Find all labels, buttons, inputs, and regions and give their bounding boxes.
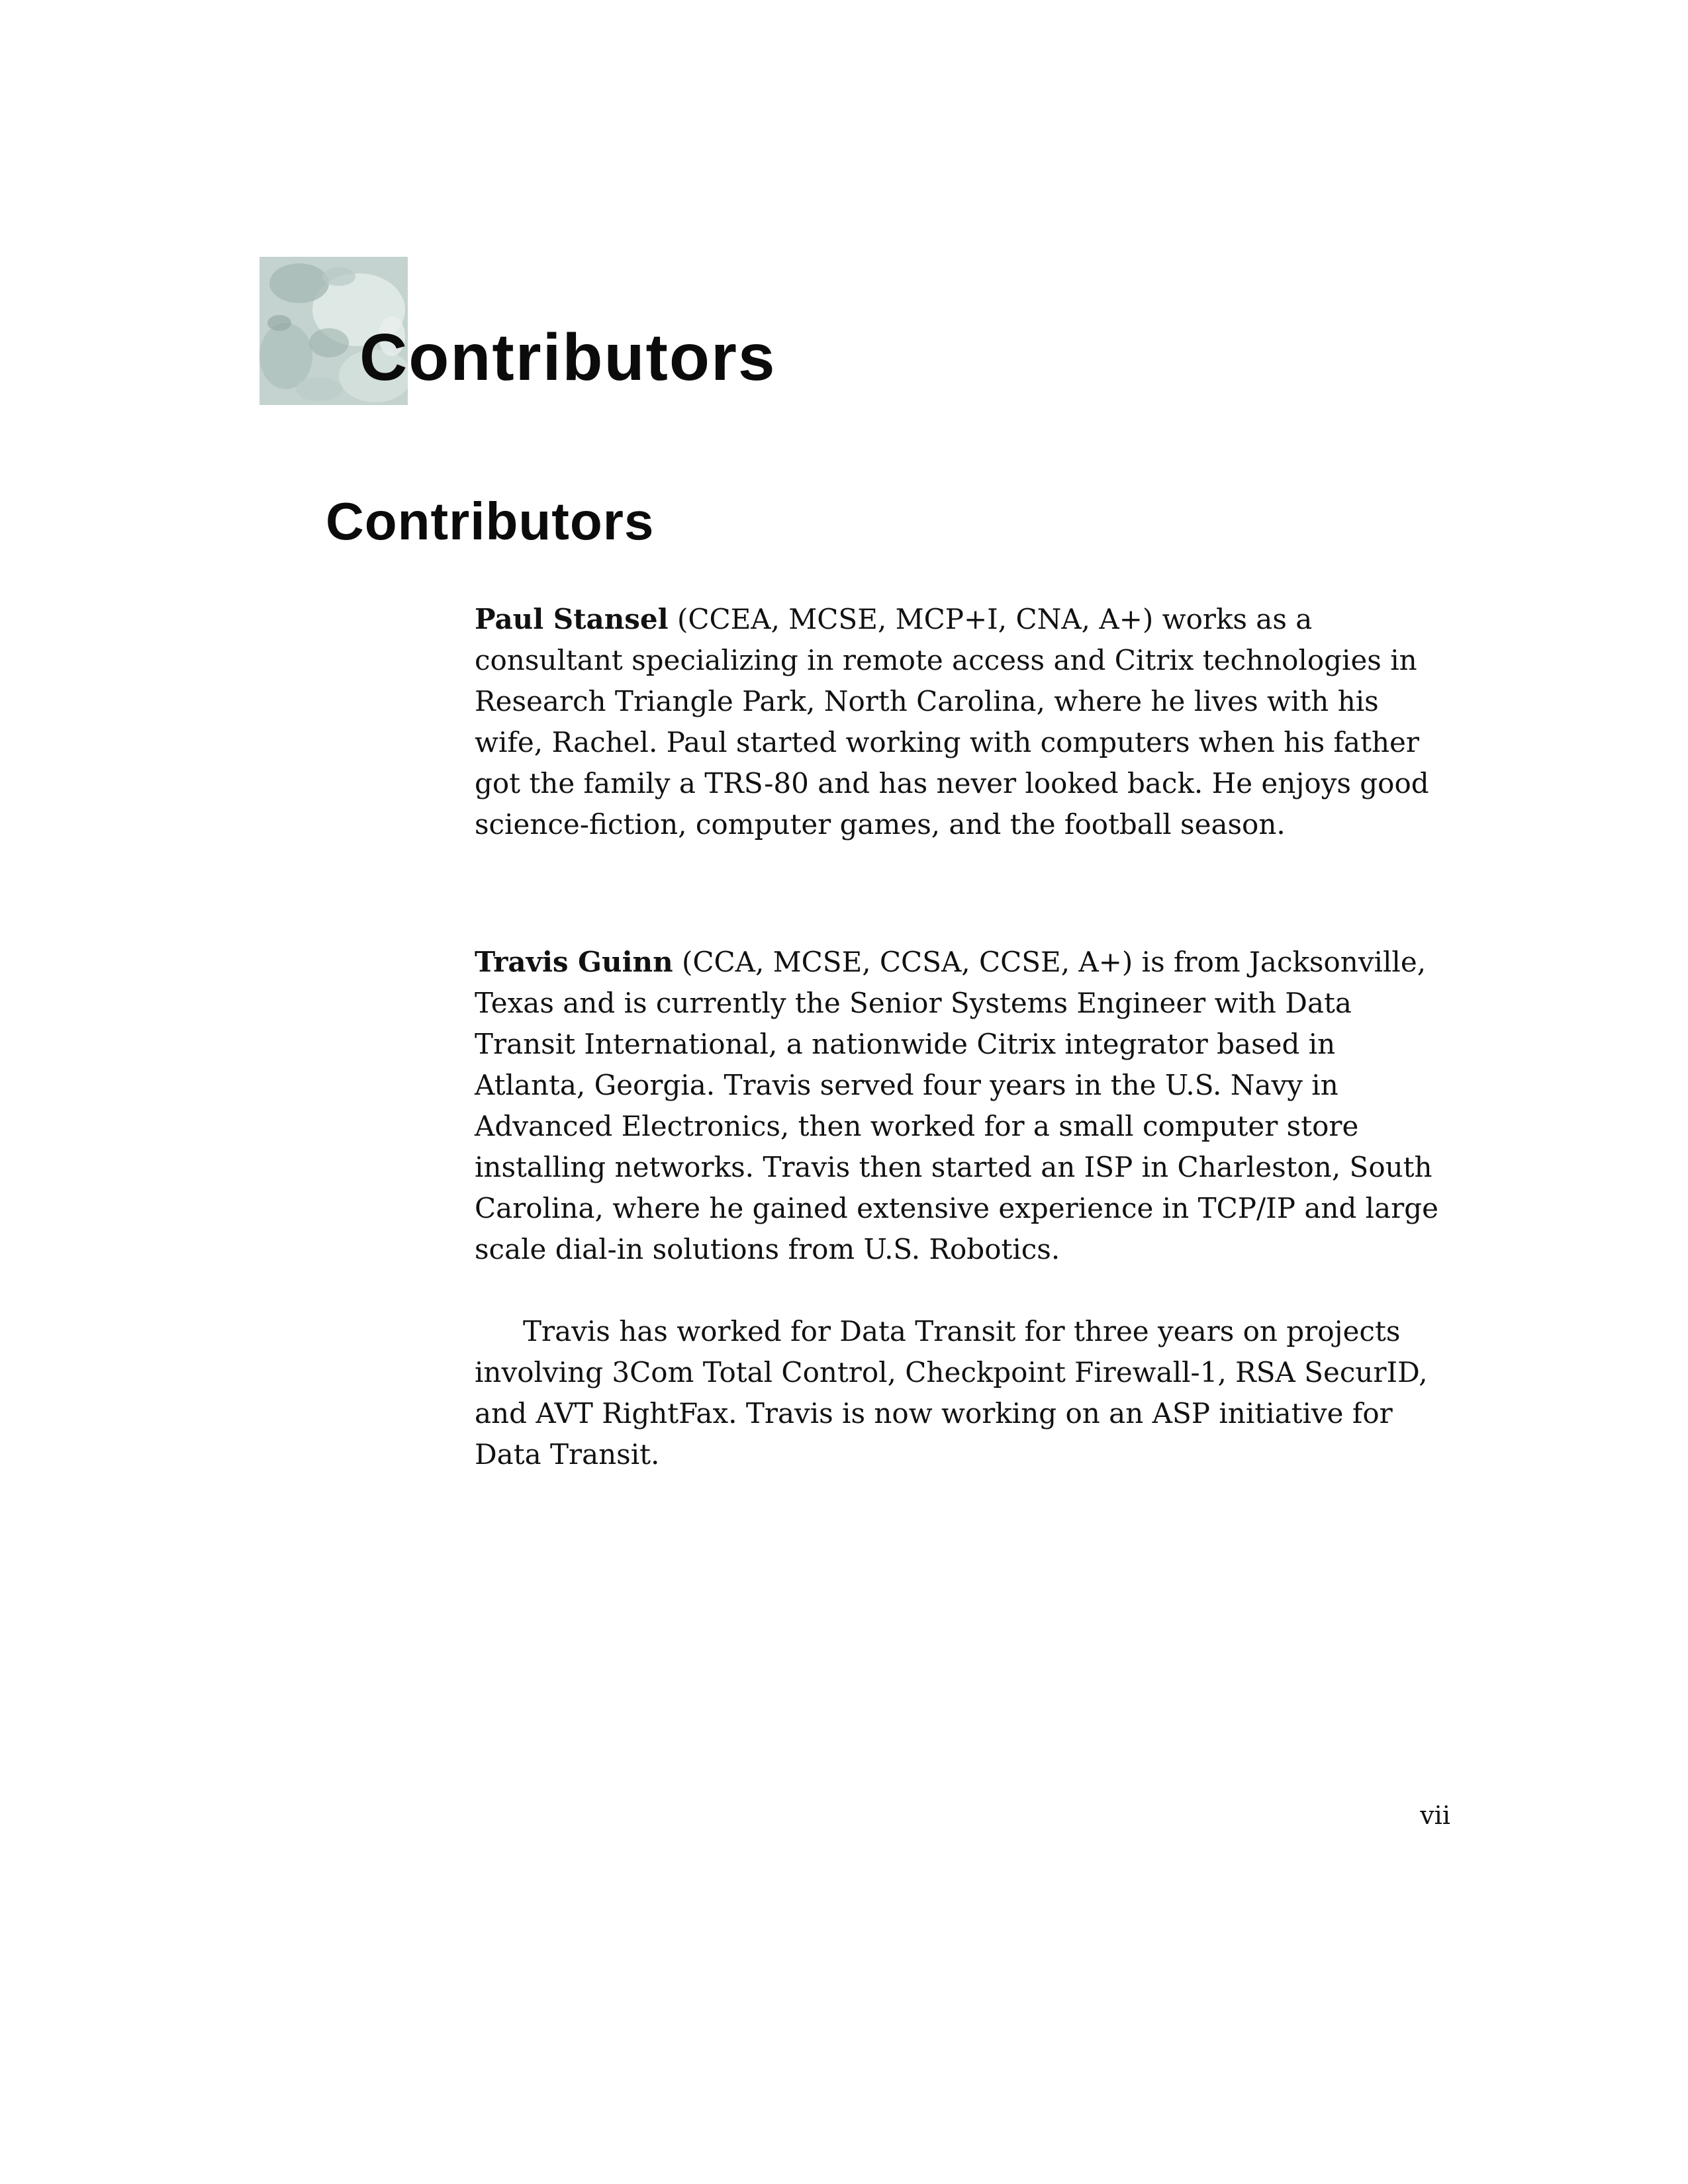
contributor-name: Paul Stansel xyxy=(475,603,669,635)
section-title: Contributors xyxy=(326,492,655,551)
contributor-bio-paul-stansel xyxy=(475,599,1454,845)
chapter-title: Contributors xyxy=(359,320,776,394)
contributor-bio-travis-guinn xyxy=(475,942,1454,1270)
contributor-bio-text: (CCEA, MCSE, MCP+I, CNA, A+) works as a consultant specializing in remote access and Citrix technologies in Research Triangle Park, North Carolina, where he lives with his wife, Rachel. Paul started working with computers when his father got the family a TRS-80 and has never looked back. He enjoys good science-fiction, computer games, and the football season. xyxy=(475,603,1429,841)
contributor-bio-text: (CCA, MCSE, CCSA, CCSE, A+) is from Jacksonville, Texas and is currently the Senior Systems Engineer with Data Transit International, a nationwide Citrix integrator based in Atlanta, Georgia. Travis served four years in the U.S. Navy in Advanced Electronics, then worked for a small computer store installing networks. Travis then started an ISP in Charleston, South Carolina, where he gained extensive experience in TCP/IP and large scale dial-in solutions from U.S. Robotics. xyxy=(475,946,1438,1265)
contributor-name: Travis Guinn xyxy=(475,946,673,978)
page-number: vii xyxy=(1420,1801,1450,1830)
contributor-bio-continued: Travis has worked for Data Transit for three years on projects involving 3Com Total Control, Checkpoint Firewall-1, RSA SecurID, and AVT RightFax. Travis is now working on an ASP initiative for Data Transit. xyxy=(475,1315,1428,1471)
